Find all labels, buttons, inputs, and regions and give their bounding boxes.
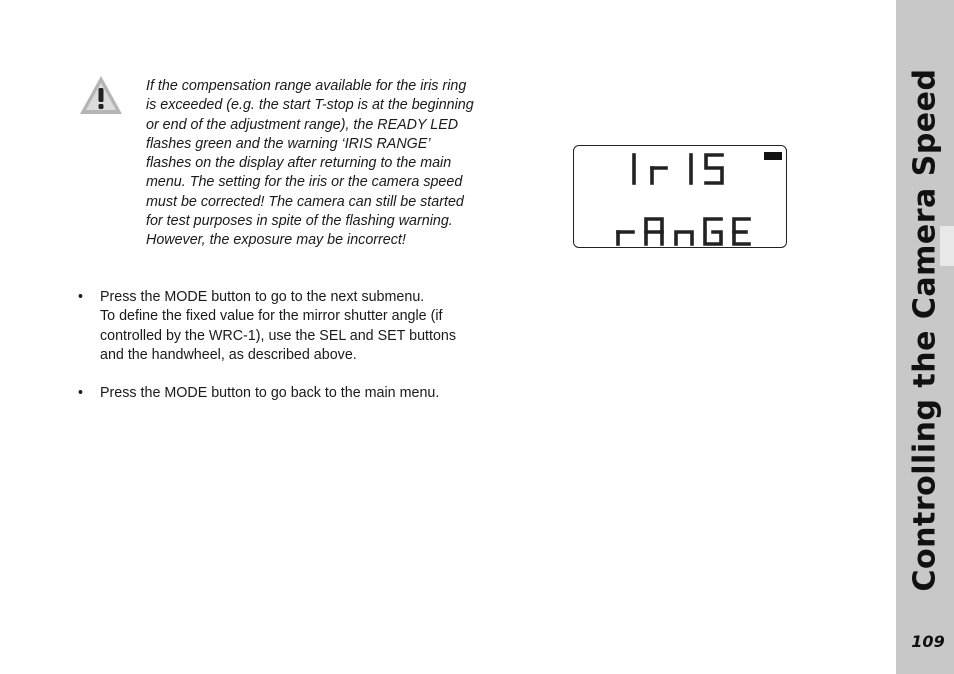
warning-triangle-icon	[78, 74, 124, 116]
list-item	[78, 384, 478, 403]
page-number: 109	[911, 632, 945, 651]
warning-note: If the compensation range available for the iris ring is exceeded (e.g. the start T-stop is at the beginning or end of the adjustment range), the READY LED flashes green and the warning ‘IRIS RANGE’ flashes on the display after returning to the main menu. The setting for the iris or the camera speed must be corrected! The camera can still be started for test purposes in spite of the flashing warning. However, the exposure may be incorrect!	[146, 78, 474, 249]
lcd-line-2	[618, 219, 749, 244]
list-item-line: To define the fixed value for the mirror shutter angle (if controlled by the WRC-1), use the SEL and SET buttons and the handwheel, as described above.	[100, 308, 457, 363]
lcd-display	[573, 145, 787, 248]
instruction-list	[78, 288, 478, 423]
lcd-indicator	[764, 152, 782, 160]
list-item	[78, 288, 478, 365]
lcd-line-1	[634, 155, 722, 183]
chapter-title: Controlling the Camera Speed	[907, 68, 943, 592]
list-item-line: • Press the MODE button to go back to the main menu.	[100, 385, 440, 402]
list-item-line: • Press the MODE button to go to the next submenu.	[100, 289, 425, 305]
